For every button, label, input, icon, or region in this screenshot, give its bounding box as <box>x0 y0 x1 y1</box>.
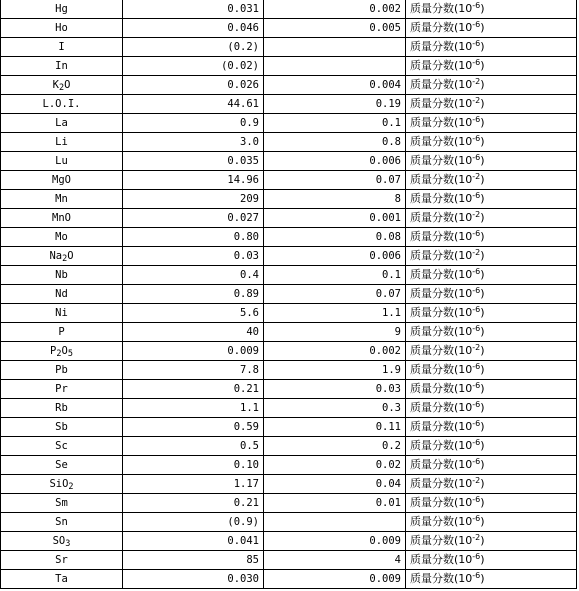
element-cell: $K_2O$ <box>1 76 123 95</box>
unit-prefix: 质量分数(10 <box>410 458 473 471</box>
certified-value-cell: 0.5 <box>123 437 264 456</box>
unit-prefix: 质量分数(10 <box>410 325 473 338</box>
uncertainty-cell: 0.19 <box>264 95 406 114</box>
uncertainty-cell: 0.03 <box>264 380 406 399</box>
unit-suffix: ) <box>480 287 485 300</box>
uncertainty-cell: 0.004 <box>264 76 406 95</box>
unit-cell <box>406 285 577 304</box>
unit-suffix: ) <box>480 344 485 357</box>
unit-cell <box>406 0 577 19</box>
unit-prefix: 质量分数(10 <box>410 192 473 205</box>
element-cell: $P_2O_5$ <box>1 342 123 361</box>
unit-cell <box>406 304 577 323</box>
unit-prefix: 质量分数(10 <box>410 2 473 15</box>
element-cell: Rb <box>1 399 123 418</box>
element-cell: I <box>1 38 123 57</box>
unit-exponent: -6 <box>472 305 481 314</box>
element-cell: In <box>1 57 123 76</box>
unit-suffix: ) <box>480 439 485 452</box>
unit-suffix: ) <box>480 268 485 281</box>
unit-exponent: -6 <box>472 58 481 67</box>
uncertainty-cell: 4 <box>264 551 406 570</box>
unit-cell <box>406 190 577 209</box>
table-row <box>1 475 577 494</box>
element-cell: La <box>1 114 123 133</box>
element-cell: $SO_3$ <box>1 532 123 551</box>
unit-exponent: -6 <box>472 1 481 10</box>
uncertainty-cell: 0.8 <box>264 133 406 152</box>
table-row <box>1 285 577 304</box>
table-row <box>1 570 577 589</box>
unit-prefix: 质量分数(10 <box>410 572 473 585</box>
table-row <box>1 57 577 76</box>
element-cell: Ta <box>1 570 123 589</box>
element-cell: Sr <box>1 551 123 570</box>
table-row <box>1 76 577 95</box>
table-row <box>1 247 577 266</box>
unit-exponent: -6 <box>472 438 481 447</box>
unit-cell <box>406 399 577 418</box>
unit-suffix: ) <box>480 553 485 566</box>
unit-cell <box>406 380 577 399</box>
certified-value-cell: 0.59 <box>123 418 264 437</box>
uncertainty-cell: 0.01 <box>264 494 406 513</box>
unit-exponent: -2 <box>472 210 481 219</box>
element-cell: Li <box>1 133 123 152</box>
unit-suffix: ) <box>480 572 485 585</box>
unit-suffix: ) <box>480 97 485 110</box>
unit-exponent: -6 <box>472 191 481 200</box>
certified-value-cell: 85 <box>123 551 264 570</box>
unit-prefix: 质量分数(10 <box>410 553 473 566</box>
unit-prefix: 质量分数(10 <box>410 135 473 148</box>
table-row <box>1 513 577 532</box>
unit-exponent: -2 <box>472 343 481 352</box>
unit-exponent: -2 <box>472 248 481 257</box>
table-row <box>1 38 577 57</box>
element-cell: P <box>1 323 123 342</box>
certified-value-cell: 0.046 <box>123 19 264 38</box>
element-cell: Ho <box>1 19 123 38</box>
certified-value-cell: 0.03 <box>123 247 264 266</box>
certified-value-cell: 0.009 <box>123 342 264 361</box>
unit-cell <box>406 95 577 114</box>
unit-prefix: 质量分数(10 <box>410 59 473 72</box>
element-cell: Mn <box>1 190 123 209</box>
unit-exponent: -6 <box>472 153 481 162</box>
unit-cell <box>406 323 577 342</box>
unit-prefix: 质量分数(10 <box>410 496 473 509</box>
element-cell: Pb <box>1 361 123 380</box>
certified-value-cell: 0.035 <box>123 152 264 171</box>
certified-value-cell: 0.031 <box>123 0 264 19</box>
unit-cell <box>406 437 577 456</box>
element-cell: Ni <box>1 304 123 323</box>
unit-prefix: 质量分数(10 <box>410 401 473 414</box>
unit-suffix: ) <box>480 154 485 167</box>
unit-suffix: ) <box>480 135 485 148</box>
table-row <box>1 399 577 418</box>
unit-prefix: 质量分数(10 <box>410 230 473 243</box>
unit-exponent: -6 <box>472 267 481 276</box>
unit-prefix: 质量分数(10 <box>410 363 473 376</box>
unit-exponent: -2 <box>472 77 481 86</box>
unit-prefix: 质量分数(10 <box>410 249 473 262</box>
uncertainty-cell: 0.07 <box>264 285 406 304</box>
element-cell: Sn <box>1 513 123 532</box>
unit-suffix: ) <box>480 325 485 338</box>
element-cell: $Na_2O$ <box>1 247 123 266</box>
table-row <box>1 361 577 380</box>
element-cell: SiO$_2$ <box>1 475 123 494</box>
unit-prefix: 质量分数(10 <box>410 477 473 490</box>
certified-value-cell: 0.041 <box>123 532 264 551</box>
uncertainty-cell <box>264 38 406 57</box>
certified-value-cell: (0.2) <box>123 38 264 57</box>
unit-suffix: ) <box>480 40 485 53</box>
table-body <box>1 0 577 589</box>
certified-value-cell: 0.21 <box>123 494 264 513</box>
unit-cell <box>406 171 577 190</box>
element-cell: L.O.I. <box>1 95 123 114</box>
unit-suffix: ) <box>480 363 485 376</box>
unit-cell <box>406 266 577 285</box>
unit-exponent: -6 <box>472 419 481 428</box>
unit-prefix: 质量分数(10 <box>410 382 473 395</box>
uncertainty-cell: 0.11 <box>264 418 406 437</box>
unit-cell <box>406 19 577 38</box>
table-row <box>1 342 577 361</box>
unit-exponent: -6 <box>472 457 481 466</box>
unit-suffix: ) <box>480 496 485 509</box>
uncertainty-cell: 0.001 <box>264 209 406 228</box>
certified-value-cell: 209 <box>123 190 264 209</box>
unit-cell <box>406 209 577 228</box>
element-cell: Lu <box>1 152 123 171</box>
unit-suffix: ) <box>480 59 485 72</box>
unit-suffix: ) <box>480 2 485 15</box>
unit-prefix: 质量分数(10 <box>410 344 473 357</box>
table-row <box>1 437 577 456</box>
unit-cell <box>406 513 577 532</box>
unit-exponent: -6 <box>472 39 481 48</box>
unit-exponent: -6 <box>472 362 481 371</box>
table-row <box>1 266 577 285</box>
uncertainty-cell: 0.009 <box>264 570 406 589</box>
uncertainty-cell: 0.009 <box>264 532 406 551</box>
unit-cell <box>406 361 577 380</box>
uncertainty-cell: 0.02 <box>264 456 406 475</box>
table-row <box>1 551 577 570</box>
table-row <box>1 418 577 437</box>
certified-value-cell: 0.21 <box>123 380 264 399</box>
element-cell: Sb <box>1 418 123 437</box>
unit-cell <box>406 57 577 76</box>
table-row <box>1 304 577 323</box>
unit-prefix: 质量分数(10 <box>410 211 473 224</box>
unit-cell <box>406 114 577 133</box>
table-row <box>1 171 577 190</box>
unit-prefix: 质量分数(10 <box>410 534 473 547</box>
unit-exponent: -6 <box>472 552 481 561</box>
uncertainty-cell: 1.9 <box>264 361 406 380</box>
uncertainty-cell: 0.1 <box>264 266 406 285</box>
certified-value-cell: 0.027 <box>123 209 264 228</box>
unit-suffix: ) <box>480 458 485 471</box>
certified-value-cell: 44.61 <box>123 95 264 114</box>
unit-suffix: ) <box>480 382 485 395</box>
unit-exponent: -6 <box>472 514 481 523</box>
unit-suffix: ) <box>480 249 485 262</box>
uncertainty-cell: 0.1 <box>264 114 406 133</box>
unit-prefix: 质量分数(10 <box>410 420 473 433</box>
uncertainty-cell: 8 <box>264 190 406 209</box>
unit-suffix: ) <box>480 21 485 34</box>
unit-exponent: -2 <box>472 476 481 485</box>
element-cell: MgO <box>1 171 123 190</box>
unit-cell <box>406 133 577 152</box>
unit-prefix: 质量分数(10 <box>410 21 473 34</box>
certified-value-cell: 0.9 <box>123 114 264 133</box>
unit-cell <box>406 475 577 494</box>
table-row <box>1 114 577 133</box>
table-row <box>1 323 577 342</box>
unit-exponent: -6 <box>472 571 481 580</box>
unit-cell <box>406 551 577 570</box>
unit-cell <box>406 532 577 551</box>
element-cell: MnO <box>1 209 123 228</box>
unit-cell <box>406 570 577 589</box>
element-cell: Pr <box>1 380 123 399</box>
certified-value-cell: 0.80 <box>123 228 264 247</box>
uncertainty-cell: 0.2 <box>264 437 406 456</box>
unit-exponent: -6 <box>472 400 481 409</box>
unit-suffix: ) <box>480 116 485 129</box>
unit-prefix: 质量分数(10 <box>410 78 473 91</box>
unit-exponent: -2 <box>472 96 481 105</box>
unit-cell <box>406 152 577 171</box>
table-row <box>1 532 577 551</box>
uncertainty-cell: 0.3 <box>264 399 406 418</box>
unit-prefix: 质量分数(10 <box>410 439 473 452</box>
unit-exponent: -6 <box>472 324 481 333</box>
table-row <box>1 209 577 228</box>
certified-value-cell: 0.026 <box>123 76 264 95</box>
unit-prefix: 质量分数(10 <box>410 287 473 300</box>
unit-cell <box>406 247 577 266</box>
certified-value-cell: 0.89 <box>123 285 264 304</box>
uncertainty-cell: 0.006 <box>264 247 406 266</box>
unit-suffix: ) <box>480 306 485 319</box>
unit-exponent: -6 <box>472 20 481 29</box>
unit-suffix: ) <box>480 477 485 490</box>
unit-cell <box>406 456 577 475</box>
table-row <box>1 494 577 513</box>
certified-value-cell: 0.4 <box>123 266 264 285</box>
table-row <box>1 380 577 399</box>
unit-suffix: ) <box>480 401 485 414</box>
certified-value-cell: (0.02) <box>123 57 264 76</box>
unit-cell <box>406 228 577 247</box>
element-cell: Se <box>1 456 123 475</box>
unit-exponent: -6 <box>472 229 481 238</box>
unit-suffix: ) <box>480 515 485 528</box>
certified-value-cell: 40 <box>123 323 264 342</box>
unit-prefix: 质量分数(10 <box>410 97 473 110</box>
table-row <box>1 19 577 38</box>
table-row <box>1 95 577 114</box>
unit-suffix: ) <box>480 230 485 243</box>
unit-cell <box>406 76 577 95</box>
uncertainty-cell: 0.005 <box>264 19 406 38</box>
certified-value-cell: 0.10 <box>123 456 264 475</box>
unit-prefix: 质量分数(10 <box>410 268 473 281</box>
table-row <box>1 0 577 19</box>
unit-cell <box>406 494 577 513</box>
uncertainty-cell <box>264 513 406 532</box>
unit-cell <box>406 342 577 361</box>
certified-value-cell: 1.17 <box>123 475 264 494</box>
certified-value-cell: (0.9) <box>123 513 264 532</box>
unit-cell <box>406 418 577 437</box>
uncertainty-cell: 1.1 <box>264 304 406 323</box>
uncertainty-cell: 0.07 <box>264 171 406 190</box>
uncertainty-cell: 0.006 <box>264 152 406 171</box>
unit-suffix: ) <box>480 534 485 547</box>
certified-value-cell: 14.96 <box>123 171 264 190</box>
unit-suffix: ) <box>480 78 485 91</box>
element-cell: Mo <box>1 228 123 247</box>
uncertainty-cell: 0.08 <box>264 228 406 247</box>
unit-cell <box>406 38 577 57</box>
uncertainty-cell: 9 <box>264 323 406 342</box>
element-cell: Hg <box>1 0 123 19</box>
certified-value-cell: 5.6 <box>123 304 264 323</box>
certified-value-cell: 0.030 <box>123 570 264 589</box>
unit-exponent: -6 <box>472 495 481 504</box>
unit-exponent: -6 <box>472 286 481 295</box>
unit-exponent: -2 <box>472 172 481 181</box>
table-row <box>1 133 577 152</box>
unit-exponent: -2 <box>472 533 481 542</box>
unit-prefix: 质量分数(10 <box>410 515 473 528</box>
certified-value-cell: 1.1 <box>123 399 264 418</box>
table-row <box>1 152 577 171</box>
unit-exponent: -6 <box>472 115 481 124</box>
element-cell: Sm <box>1 494 123 513</box>
unit-prefix: 质量分数(10 <box>410 116 473 129</box>
unit-exponent: -6 <box>472 381 481 390</box>
uncertainty-cell: 0.04 <box>264 475 406 494</box>
certified-value-cell: 3.0 <box>123 133 264 152</box>
unit-prefix: 质量分数(10 <box>410 173 473 186</box>
certified-value-cell: 7.8 <box>123 361 264 380</box>
unit-suffix: ) <box>480 211 485 224</box>
unit-prefix: 质量分数(10 <box>410 306 473 319</box>
element-cell: Sc <box>1 437 123 456</box>
element-cell: Nb <box>1 266 123 285</box>
unit-suffix: ) <box>480 192 485 205</box>
uncertainty-cell: 0.002 <box>264 342 406 361</box>
table-row <box>1 190 577 209</box>
unit-suffix: ) <box>480 420 485 433</box>
uncertainty-cell <box>264 57 406 76</box>
unit-suffix: ) <box>480 173 485 186</box>
unit-exponent: -6 <box>472 134 481 143</box>
unit-prefix: 质量分数(10 <box>410 40 473 53</box>
element-cell: Nd <box>1 285 123 304</box>
uncertainty-cell: 0.002 <box>264 0 406 19</box>
table-row <box>1 456 577 475</box>
unit-prefix: 质量分数(10 <box>410 154 473 167</box>
table-row <box>1 228 577 247</box>
